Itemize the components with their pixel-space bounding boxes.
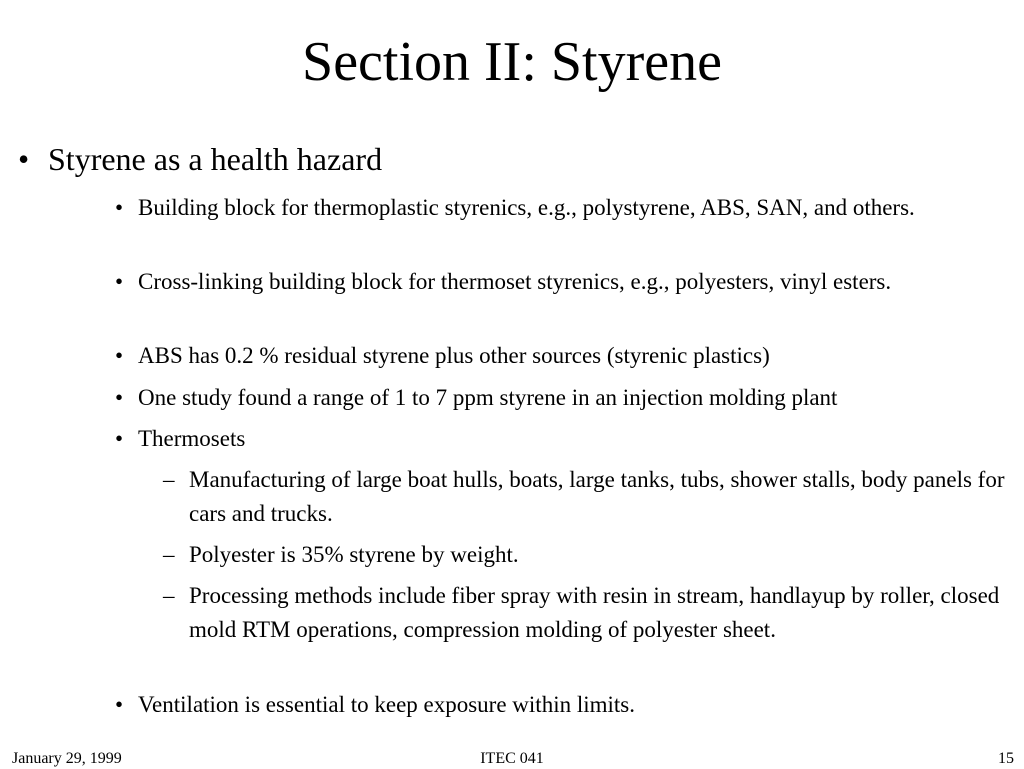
bullet-level1 xyxy=(18,140,1008,178)
bullet-level2 xyxy=(115,381,1010,415)
footer-date: January 29, 1999 xyxy=(12,750,122,767)
bullet-marker: • xyxy=(115,343,124,368)
bullet-level3 xyxy=(163,463,1018,531)
bullet-text: Thermosets xyxy=(138,426,246,451)
bullet-marker: • xyxy=(115,692,124,717)
bullet-level2 xyxy=(115,422,1010,456)
bullet-level2 xyxy=(115,265,1010,299)
bullet-marker: • xyxy=(115,385,124,410)
bullet-text: Processing methods include fiber spray with resin in stream, handlayup by roller, closed mold RTM operations, compression molding of polyester sheet. xyxy=(189,583,1000,642)
bullet-text: ABS has 0.2 % residual styrene plus other sources (styrenic plastics) xyxy=(138,343,770,368)
bullet-text: Building block for thermoplastic styrenics, e.g., polystyrene, ABS, SAN, and others. xyxy=(138,195,915,220)
bullet-level2 xyxy=(115,191,1010,225)
bullet-marker: • xyxy=(115,195,124,220)
bullet-level2 xyxy=(115,688,1010,722)
bullet-level3 xyxy=(163,538,1018,572)
bullet-text: One study found a range of 1 to 7 ppm styrene in an injection molding plant xyxy=(138,385,838,410)
footer-course: ITEC 041 xyxy=(480,750,544,767)
bullet-text: Cross-linking building block for thermoset styrenics, e.g., polyesters, vinyl esters. xyxy=(138,269,892,294)
dash-marker: – xyxy=(163,467,175,492)
bullet-marker: • xyxy=(115,269,124,294)
dash-marker: – xyxy=(163,583,175,608)
bullet-marker: • xyxy=(115,426,124,451)
slide-title: Section II: Styrene xyxy=(302,31,722,93)
dash-marker: – xyxy=(163,542,175,567)
bullet-level2 xyxy=(115,339,1010,373)
bullet-text: Polyester is 35% styrene by weight. xyxy=(189,542,519,567)
bullet-marker: • xyxy=(18,141,30,177)
bullet-text: Ventilation is essential to keep exposure within limits. xyxy=(138,692,635,717)
bullet-text: Styrene as a health hazard xyxy=(48,141,383,177)
footer-page-number: 15 xyxy=(998,750,1014,767)
bullet-text: Manufacturing of large boat hulls, boats, large tanks, tubs, shower stalls, body panels for cars and trucks. xyxy=(189,467,1005,526)
bullet-level3 xyxy=(163,579,1018,647)
